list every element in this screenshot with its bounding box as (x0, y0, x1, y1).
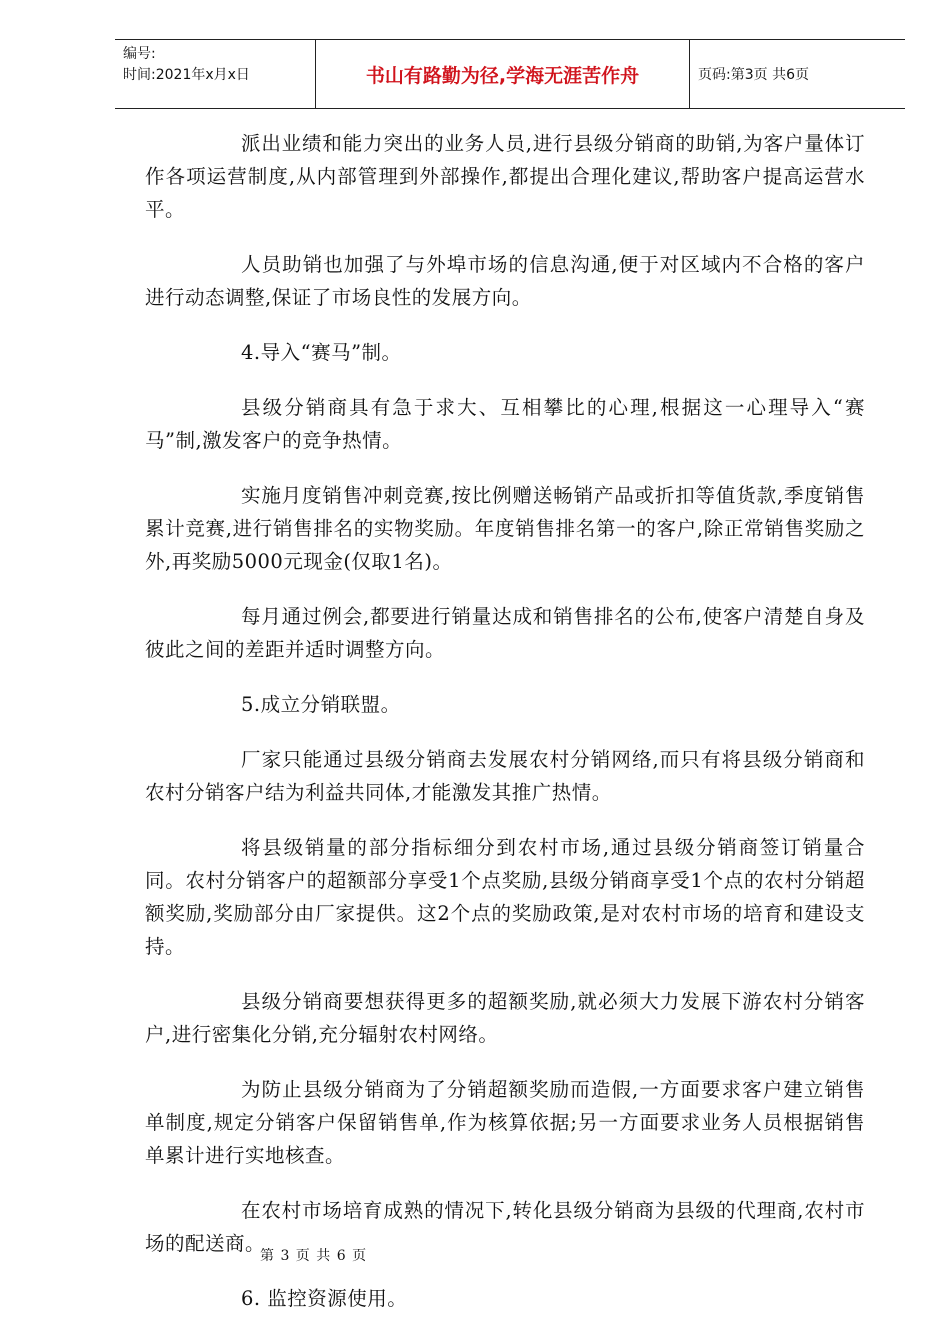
paragraph: 厂家只能通过县级分销商去发展农村分销网络,而只有将县级分销商和农村分销客户结为利益共同体,才能激发其推广热情。 (145, 748, 865, 804)
section-heading: 6. 监控资源使用。 (241, 1287, 408, 1310)
paragraph: 县级分销商具有急于求大、互相攀比的心理,根据这一心理导入“赛马”制,激发客户的竞争热情。 (145, 396, 865, 452)
header-meta (115, 40, 316, 108)
section-heading: 5.成立分销联盟。 (241, 693, 401, 716)
header-motto: 书山有路勤为径,学海无涯苦作舟 (316, 40, 690, 108)
section-heading: 4.导入“赛马”制。 (241, 341, 402, 364)
paragraph: 派出业绩和能力突出的业务人员,进行县级分销商的助销,为客户量体订作各项运营制度,从内部管理到外部操作,都提出合理化建议,帮助客户提高运营水平。 (145, 132, 865, 221)
header-page-label: 页码:第3页 共6页 (698, 67, 809, 83)
page-footer: 第 3 页 共 6 页 (260, 1248, 368, 1264)
number-label: 编号: (123, 46, 156, 62)
page-header (115, 39, 905, 109)
time-label: 时间:2021年x月x日 (123, 67, 250, 83)
document-body (145, 127, 865, 1337)
paragraph: 每月通过例会,都要进行销量达成和销售排名的公布,使客户清楚自身及彼此之间的差距并适时调整方向。 (145, 605, 865, 661)
paragraph: 实施月度销售冲刺竞赛,按比例赠送畅销产品或折扣等值货款,季度销售累计竞赛,进行销售排名的实物奖励。年度销售排名第一的客户,除正常销售奖励之外,再奖励5000元现金(仅取1名)。 (145, 484, 865, 573)
paragraph: 人员助销也加强了与外埠市场的信息沟通,便于对区域内不合格的客户进行动态调整,保证了市场良性的发展方向。 (145, 253, 865, 309)
paragraph: 在农村市场培育成熟的情况下,转化县级分销商为县级的代理商,农村市场的配送商。 (145, 1199, 865, 1255)
paragraph: 为防止县级分销商为了分销超额奖励而造假,一方面要求客户建立销售单制度,规定分销客户保留销售单,作为核算依据;另一方面要求业务人员根据销售单累计进行实地核查。 (145, 1078, 865, 1167)
paragraph: 县级分销商要想获得更多的超额奖励,就必须大力发展下游农村分销客户,进行密集化分销,充分辐射农村网络。 (145, 990, 865, 1046)
paragraph: 将县级销量的部分指标细分到农村市场,通过县级分销商签订销量合同。农村分销客户的超额部分享受1个点奖励,县级分销商享受1个点的农村分销超额奖励,奖励部分由厂家提供。这2个点的奖励政策,是对农村市场的培育和建设支持。 (145, 836, 865, 958)
